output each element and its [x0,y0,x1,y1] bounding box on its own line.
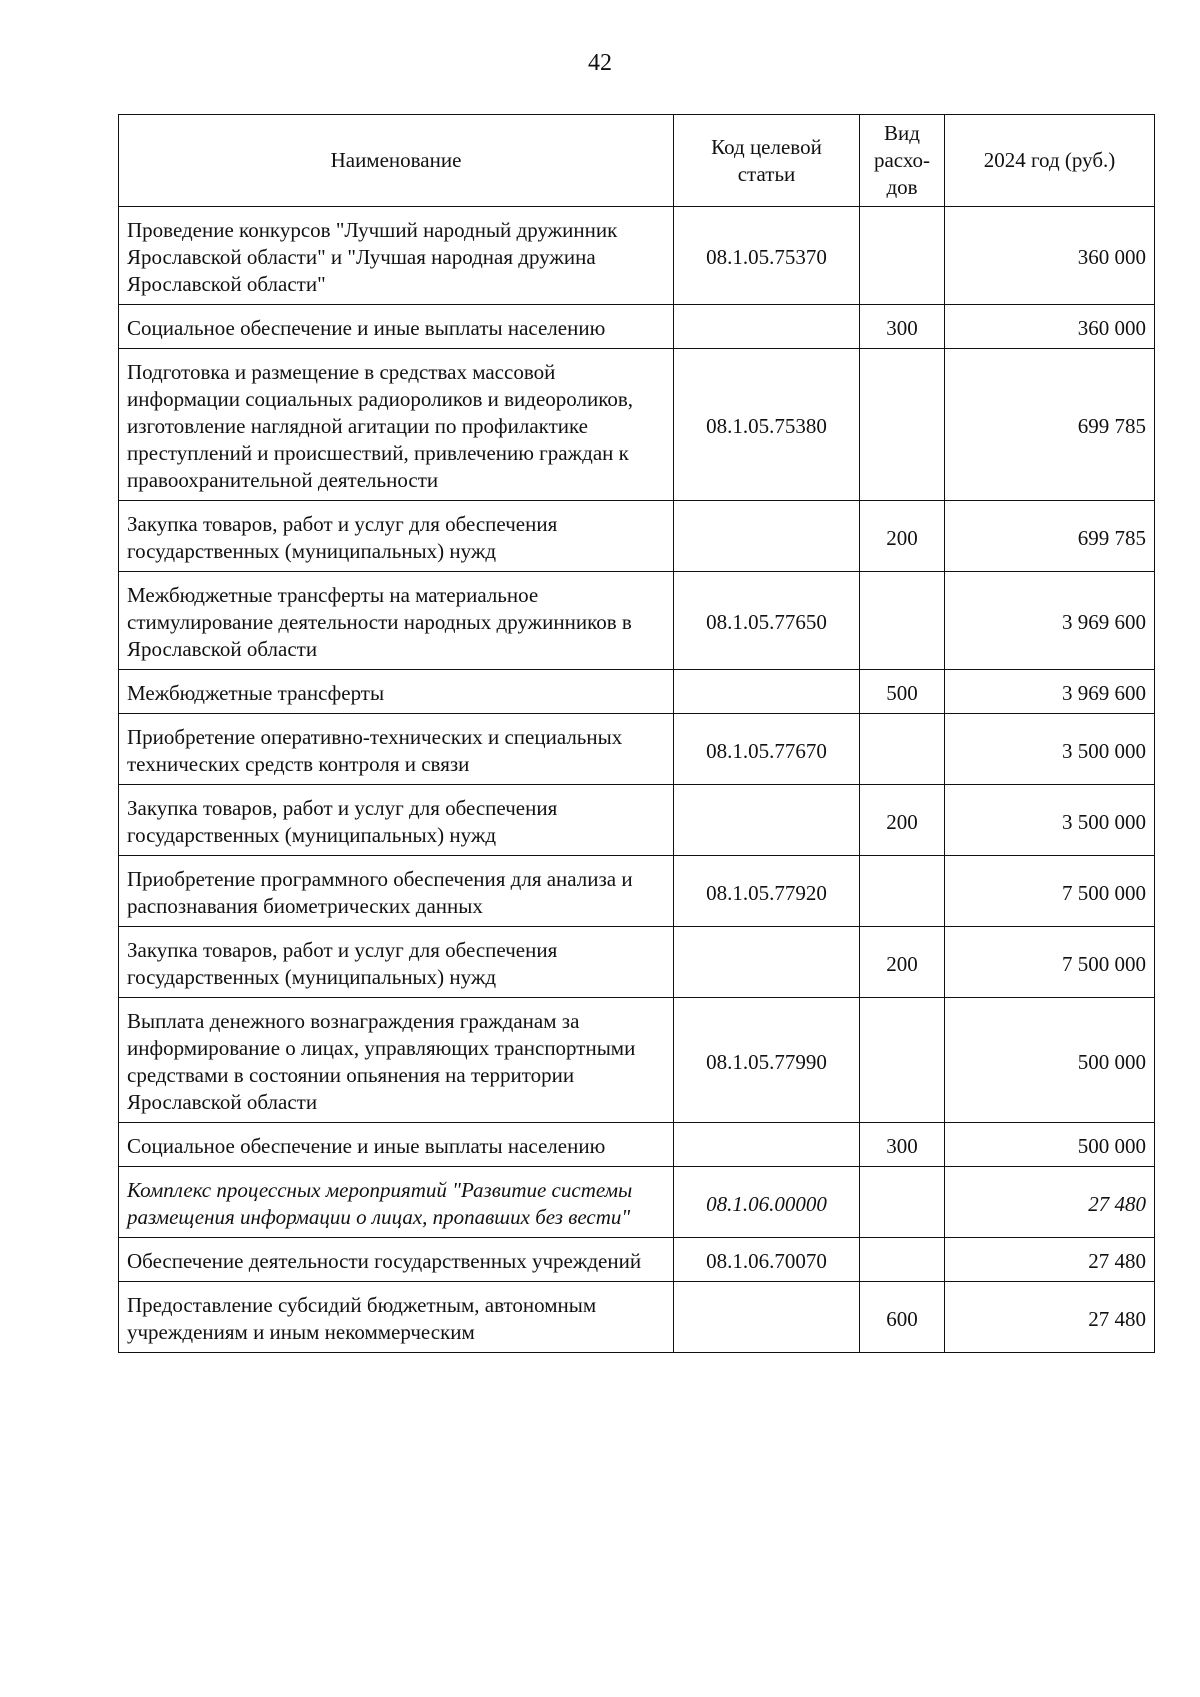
cell-sum: 27 480 [945,1282,1155,1353]
cell-name: Приобретение программного обеспечения для анализа и распознавания биометрических данных [119,856,674,927]
cell-type: 200 [860,501,945,572]
cell-name: Приобретение оперативно-технических и специальных технических средств контроля и связи [119,714,674,785]
header-type: Вид расхо-дов [860,115,945,207]
cell-sum: 360 000 [945,207,1155,305]
cell-code: 08.1.06.00000 [674,1167,860,1238]
cell-sum: 27 480 [945,1238,1155,1282]
cell-type [860,714,945,785]
cell-type [860,207,945,305]
cell-name: Закупка товаров, работ и услуг для обеспечения государственных (муниципальных) нужд [119,785,674,856]
cell-sum: 7 500 000 [945,856,1155,927]
cell-sum: 3 969 600 [945,572,1155,670]
cell-code: 08.1.06.70070 [674,1238,860,1282]
table-row-5 [119,572,1155,670]
cell-name: Социальное обеспечение и иные выплаты населению [119,1123,674,1167]
cell-type [860,1238,945,1282]
cell-type [860,572,945,670]
table-row-8 [119,785,1155,856]
table-row-9 [119,856,1155,927]
cell-name: Обеспечение деятельности государственных учреждений [119,1238,674,1282]
table-row-6 [119,670,1155,714]
cell-type [860,856,945,927]
page-number: 42 [588,50,612,76]
cell-name: Выплата денежного вознаграждения гражданам за информирование о лицах, управляющих транспортными средствами в состоянии опьянения на территории Ярославской области [119,998,674,1123]
cell-code [674,1123,860,1167]
cell-type: 200 [860,927,945,998]
table-row-4 [119,501,1155,572]
table-row-1 [119,207,1155,305]
header-code: Код целевой статьи [674,115,860,207]
cell-sum: 7 500 000 [945,927,1155,998]
cell-code [674,927,860,998]
cell-sum: 500 000 [945,1123,1155,1167]
cell-code: 08.1.05.77650 [674,572,860,670]
table-row-3 [119,349,1155,501]
cell-name: Проведение конкурсов "Лучший народный дружинник Ярославской области" и "Лучшая народная дружина Ярославской области" [119,207,674,305]
table-row-7 [119,714,1155,785]
cell-name: Закупка товаров, работ и услуг для обеспечения государственных (муниципальных) нужд [119,927,674,998]
budget-table [118,114,1155,1353]
cell-type [860,349,945,501]
table-row-15 [119,1282,1155,1353]
cell-name: Межбюджетные трансферты [119,670,674,714]
cell-sum: 699 785 [945,349,1155,501]
table-header [119,115,1155,207]
cell-type [860,998,945,1123]
cell-code: 08.1.05.75370 [674,207,860,305]
table-row-11 [119,998,1155,1123]
cell-name: Подготовка и размещение в средствах массовой информации социальных радиороликов и видеороликов, изготовление наглядной агитации по профилактике преступлений и происшествий, привлечению граждан к правоохранительной деятельности [119,349,674,501]
table-row-2 [119,305,1155,349]
cell-code [674,501,860,572]
cell-sum: 27 480 [945,1167,1155,1238]
cell-name: Комплекс процессных мероприятий "Развитие системы размещения информации о лицах, пропавших без вести" [119,1167,674,1238]
header-sum: 2024 год (руб.) [945,115,1155,207]
cell-sum: 699 785 [945,501,1155,572]
cell-sum: 3 500 000 [945,785,1155,856]
cell-sum: 3 969 600 [945,670,1155,714]
cell-type: 300 [860,305,945,349]
cell-type: 300 [860,1123,945,1167]
cell-type: 200 [860,785,945,856]
cell-code [674,305,860,349]
cell-name: Межбюджетные трансферты на материальное стимулирование деятельности народных дружинников в Ярославской области [119,572,674,670]
cell-type: 600 [860,1282,945,1353]
cell-code [674,785,860,856]
header-row [119,115,1155,207]
cell-name: Закупка товаров, работ и услуг для обеспечения государственных (муниципальных) нужд [119,501,674,572]
table-body [119,207,1155,1353]
cell-code [674,1282,860,1353]
cell-sum: 500 000 [945,998,1155,1123]
table-row-12 [119,1123,1155,1167]
table-row-13 [119,1167,1155,1238]
cell-name: Предоставление субсидий бюджетным, автономным учреждениям и иным некоммерческим [119,1282,674,1353]
cell-type: 500 [860,670,945,714]
cell-code: 08.1.05.77670 [674,714,860,785]
table-row-14 [119,1238,1155,1282]
cell-code: 08.1.05.75380 [674,349,860,501]
table-row-10 [119,927,1155,998]
cell-name: Социальное обеспечение и иные выплаты населению [119,305,674,349]
cell-code: 08.1.05.77990 [674,998,860,1123]
cell-type [860,1167,945,1238]
header-name: Наименование [119,115,674,207]
cell-code [674,670,860,714]
cell-sum: 3 500 000 [945,714,1155,785]
cell-sum: 360 000 [945,305,1155,349]
cell-code: 08.1.05.77920 [674,856,860,927]
